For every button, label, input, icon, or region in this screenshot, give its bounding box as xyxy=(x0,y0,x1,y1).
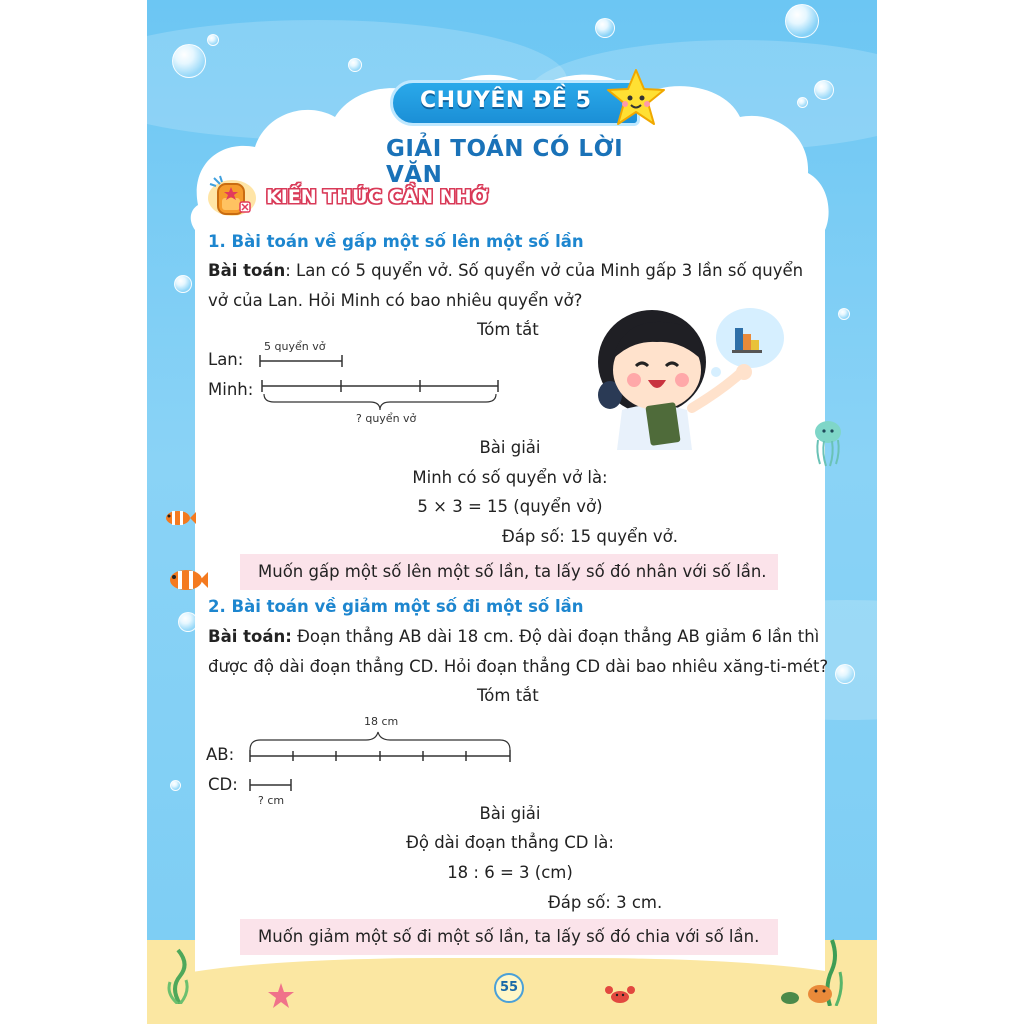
star-icon xyxy=(604,66,668,130)
problem2-solution-title: Bài giải xyxy=(479,804,541,823)
problem2-solution-line1: Độ dài đoạn thẳng CD là: xyxy=(406,833,614,852)
problem1-text: : Lan có 5 quyển vở. Số quyển vở của Minh gấp 3 lần số quyển xyxy=(285,261,804,280)
problem1-text-line1 xyxy=(208,261,803,280)
problem1-solution-line2: 5 × 3 = 15 (quyển vở) xyxy=(417,497,603,516)
ab-label: AB: xyxy=(206,745,235,764)
cd-segment xyxy=(246,778,298,792)
minh-label: Minh: xyxy=(208,380,254,399)
seaweed-icon xyxy=(160,948,200,1004)
problem1-rule: Muốn gấp một số lên một số lần, ta lấy số đó nhân với số lần. xyxy=(240,554,778,590)
lan-segment xyxy=(258,354,348,368)
problem1-solution-title: Bài giải xyxy=(479,438,541,457)
cd-note: ? cm xyxy=(258,794,285,807)
problem2-summary-title: Tóm tắt xyxy=(477,686,539,705)
problem1-solution-line1: Minh có số quyển vở là: xyxy=(412,468,608,487)
minh-note: ? quyển vở xyxy=(356,412,417,425)
problem2-text-line2: được độ dài đoạn thẳng CD. Hỏi đoạn thẳng CD dài bao nhiêu xăng-ti-mét? xyxy=(208,657,829,676)
problem2-text-line1 xyxy=(208,627,819,646)
starfish-icon xyxy=(266,982,296,1010)
problem1-summary-title: Tóm tắt xyxy=(477,320,539,339)
problem2-rule: Muốn giảm một số đi một số lần, ta lấy số đó chia với số lần. xyxy=(240,919,778,955)
problem1-label: Bài toán xyxy=(208,261,286,280)
backpack-icon xyxy=(206,172,258,218)
section-label: KIẾN THỨC CẦN NHỚ xyxy=(266,186,489,208)
clownfish-icon xyxy=(162,508,196,528)
problem2-answer: Đáp số: 3 cm. xyxy=(548,893,663,912)
lan-note: 5 quyển vở xyxy=(264,340,326,353)
problem2-heading: 2. Bài toán về giảm một số đi một số lần xyxy=(208,597,584,616)
clownfish-icon xyxy=(164,566,208,594)
bubble-decoration xyxy=(207,34,219,46)
problem2-solution-line2: 18 : 6 = 3 (cm) xyxy=(447,863,573,882)
problem1-heading: 1. Bài toán về gấp một số lên một số lần xyxy=(208,232,584,251)
problem2-text: Đoạn thẳng AB dài 18 cm. Độ dài đoạn thẳng AB giảm 6 lần thì xyxy=(291,627,820,646)
problem1-text-line2: vở của Lan. Hỏi Minh có bao nhiêu quyển vở? xyxy=(208,291,583,310)
ab-segment xyxy=(244,730,520,766)
lan-label: Lan: xyxy=(208,350,244,369)
ab-note: 18 cm xyxy=(364,715,399,728)
girl-illustration xyxy=(592,300,792,450)
bubble-decoration xyxy=(785,4,819,38)
page-title: GIẢI TOÁN CÓ LỜI VĂN xyxy=(386,136,624,188)
minh-segment xyxy=(258,378,508,412)
problem1-answer: Đáp số: 15 quyển vở. xyxy=(502,527,679,546)
jellyfish-icon xyxy=(808,416,848,468)
topic-title: CHUYÊN ĐỀ 5 xyxy=(420,88,592,113)
page-number: 55 xyxy=(494,973,524,1003)
bubble-decoration xyxy=(595,18,615,38)
cd-label: CD: xyxy=(208,775,238,794)
crab-icon xyxy=(604,984,636,1006)
coral-icon xyxy=(780,936,850,1006)
problem2-label: Bài toán: xyxy=(208,627,292,646)
